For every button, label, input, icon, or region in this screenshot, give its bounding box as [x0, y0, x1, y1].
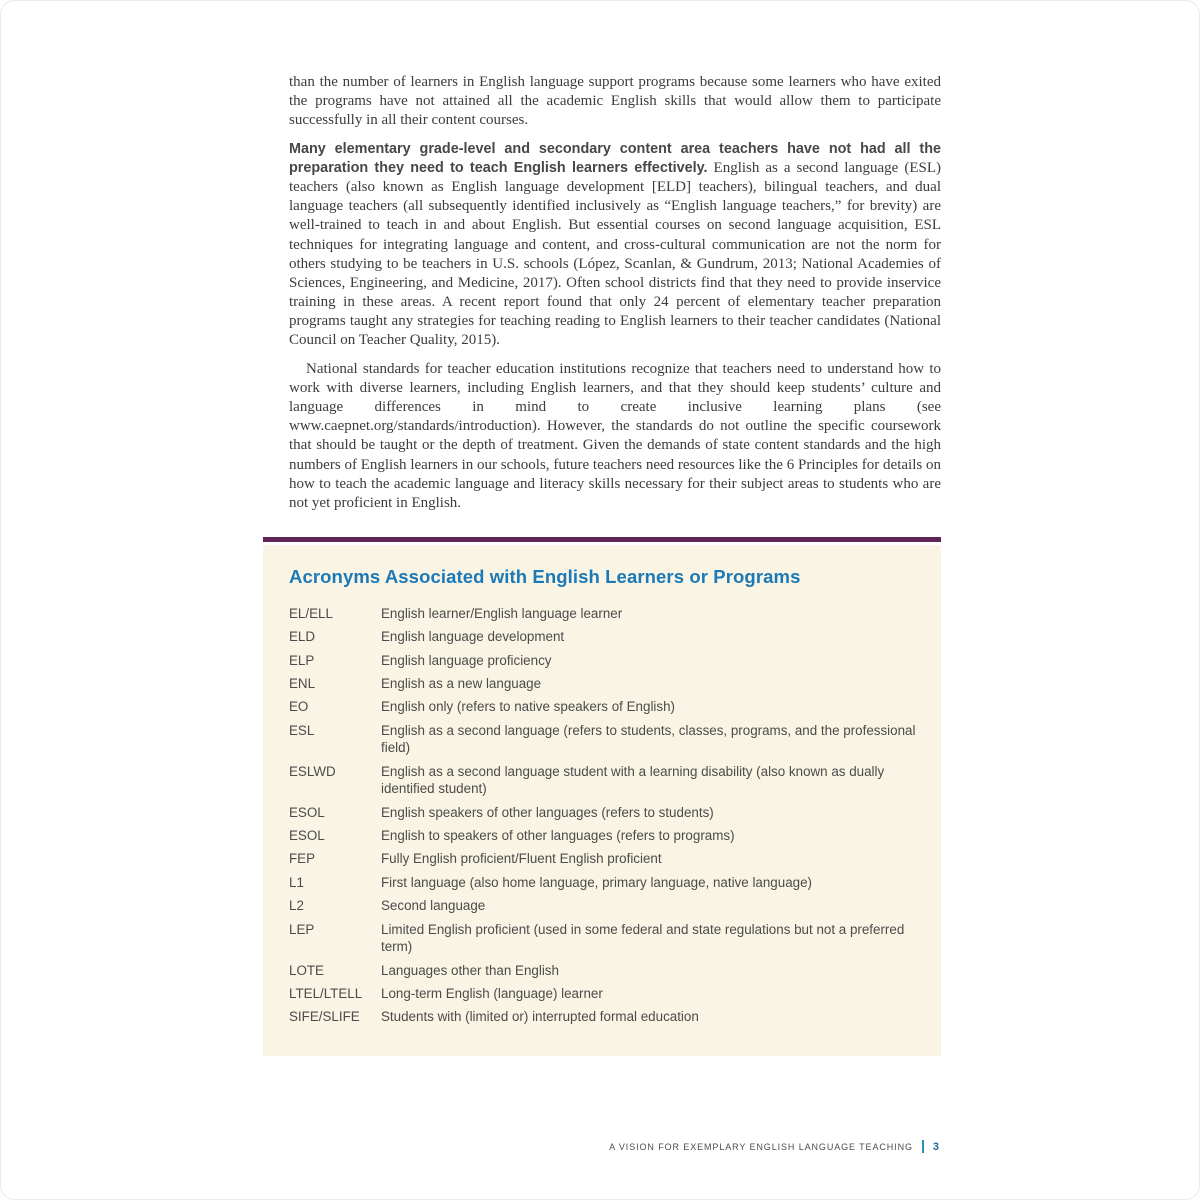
acronym-row — [289, 827, 917, 844]
paragraph-teacher-preparation — [289, 140, 941, 351]
acronym-definition: Fully English proficient/Fluent English proficient — [381, 851, 662, 867]
footer-divider-bar — [922, 1140, 924, 1153]
acronym-label: ELD — [289, 629, 316, 645]
acronym-label: EO — [289, 699, 309, 715]
acronym-label: ESLWD — [289, 763, 336, 779]
acronym-label: ESOL — [289, 828, 325, 844]
acronym-definition: Second language — [381, 898, 486, 914]
acronym-definition: Long-term English (language) learner — [381, 985, 603, 1001]
acronym-definition: English speakers of other languages (refers to students) — [381, 804, 714, 820]
acronym-definition: Limited English proficient (used in some federal and state regulations but not a preferred term) — [381, 921, 905, 955]
paragraph-continuation — [289, 73, 941, 131]
footer-page-number: 3 — [932, 1140, 939, 1153]
acronym-label: LTEL/LTELL — [289, 985, 363, 1001]
acronym-label: L2 — [289, 898, 304, 914]
acronym-row — [289, 605, 917, 622]
acronym-definition: English language proficiency — [381, 652, 552, 668]
acronym-row — [289, 897, 917, 914]
acronym-row — [289, 652, 917, 669]
acronym-label: LOTE — [289, 962, 324, 978]
acronym-label: SIFE/SLIFE — [289, 1009, 360, 1025]
acronym-row — [289, 763, 917, 798]
acronym-definition: First language (also home language, primary language, native language) — [381, 874, 813, 890]
acronym-label: ESOL — [289, 804, 325, 820]
acronym-definition: English to speakers of other languages (refers to programs) — [381, 828, 735, 844]
acronym-row — [289, 722, 917, 757]
acronym-definition: English as a new language — [381, 676, 542, 692]
acronym-row — [289, 698, 917, 715]
acronym-row — [289, 628, 917, 645]
acronym-row — [289, 921, 917, 956]
footer-running-title: A VISION FOR EXEMPLARY ENGLISH LANGUAGE TEACHING — [609, 1141, 913, 1152]
acronym-label: L1 — [289, 874, 304, 890]
acronym-label: LEP — [289, 921, 315, 937]
page-body — [289, 73, 941, 1056]
acronym-definition: English language development — [381, 629, 565, 645]
acronym-label: ESL — [289, 722, 315, 738]
page-footer — [609, 1140, 939, 1153]
acronym-row — [289, 850, 917, 867]
acronym-definition: English as a second language (refers to students, classes, programs, and the professional field) — [381, 722, 916, 756]
section-divider-rule — [263, 537, 941, 542]
acronym-definition: Languages other than English — [381, 962, 559, 978]
acronym-row — [289, 1008, 917, 1025]
paragraph-text: English as a second language (ESL) teachers (also known as English language development [ELD] teachers), bilingual teachers, and dual language teachers (all subsequently identified inclusively as “English language teachers,” for brevity) are well-trained to teach in and about English. But essential courses on second language acquisition, ESL techniques for integrating language and content, and cross-cultural communication are not the norm for others studying to be teachers in U.S. schools (López, Scanlan, & Gundrum, 2013; National Academies of Sciences, Engineering, and Medicine, 2017). Often school districts find that they need to provide inservice training in these areas. A recent report found that only 24 percent of elementary teacher preparation programs taught any strategies for teaching reading to English learners to their teacher candidates (National Council on Teacher Quality, 2015). — [289, 159, 941, 349]
acronym-definition: English learner/English language learner — [381, 605, 623, 621]
paragraph-text: National standards for teacher education institutions recognize that teachers need to understand how to work with diverse learners, including English learners, and that they should keep students’ culture and language differences in mind to create inclusive learning plans (see www.caepnet.org/standards/introduction). However, the standards do not outline the specific coursework that should be taught or the depth of treatment. Given the demands of state content standards and the high numbers of English learners in our schools, future teachers need resources like the 6 Principles for details on how to teach the academic language and literacy skills necessary for their subject areas to students who are not yet proficient in English. — [289, 360, 941, 511]
acronym-definition: English only (refers to native speakers of English) — [381, 699, 675, 715]
acronym-row — [289, 985, 917, 1002]
acronym-label: FEP — [289, 851, 316, 867]
acronym-box-title: Acronyms Associated with English Learners or Programs — [289, 566, 801, 588]
acronym-row — [289, 804, 917, 821]
acronym-definition: English as a second language student with a learning disability (also known as dually identified student) — [381, 763, 885, 797]
paragraph-text: than the number of learners in English language support programs because some learners who have exited the programs have not attained all the academic English skills that would allow them to participate successfully in all their content courses. — [289, 74, 941, 129]
acronym-row — [289, 962, 917, 979]
acronym-label: ELP — [289, 652, 315, 668]
acronym-label: EL/ELL — [289, 605, 333, 621]
acronym-row — [289, 675, 917, 692]
paragraph-national-standards — [289, 360, 941, 514]
acronym-label: ENL — [289, 676, 316, 692]
acronym-row — [289, 874, 917, 891]
paragraph-bold-lead: Many elementary grade-level and secondary content area teachers have not had all the preparation they need to teach English learners effectively. — [289, 140, 941, 176]
acronym-box — [263, 545, 941, 1056]
acronym-definition: Students with (limited or) interrupted formal education — [381, 1009, 699, 1025]
